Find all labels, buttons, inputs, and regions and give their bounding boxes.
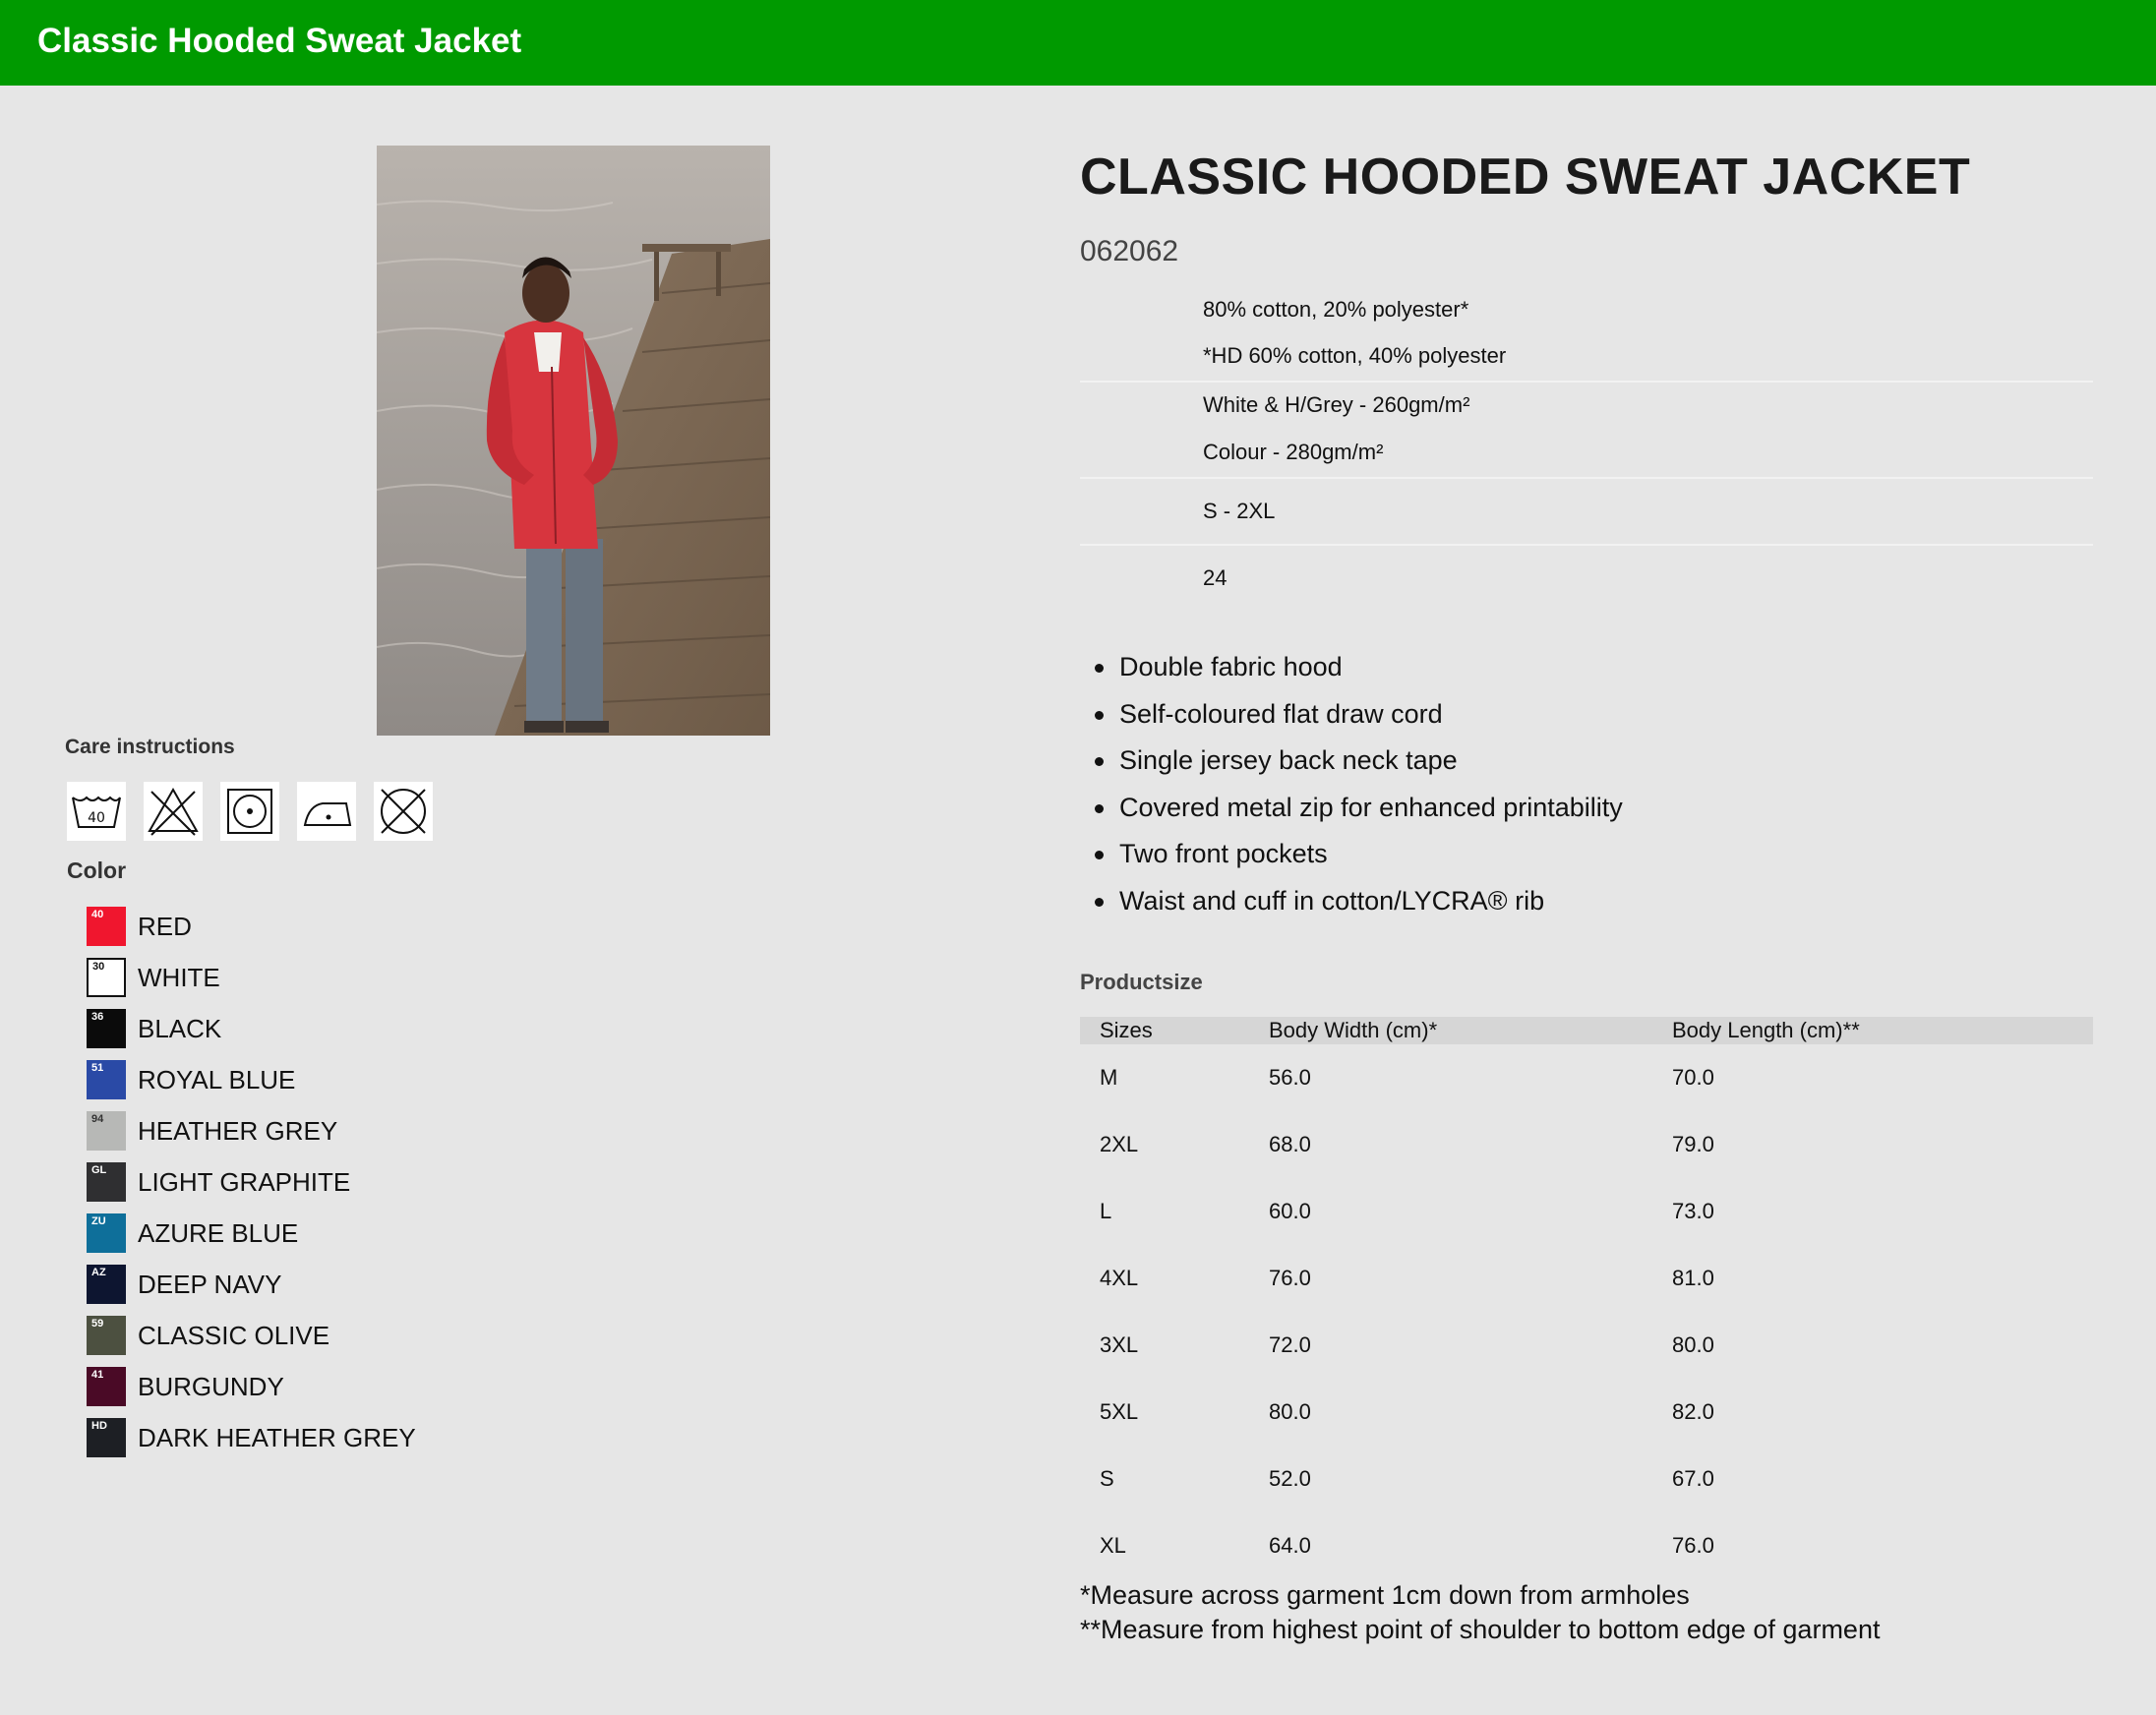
product-name: CLASSIC HOODED SWEAT JACKET: [1080, 148, 1971, 206]
product-photo: [377, 146, 770, 736]
size-cell: S: [1100, 1466, 1114, 1491]
swatch-code: 30: [92, 961, 105, 973]
width-cell: 56.0: [1269, 1065, 1311, 1090]
spec-divider: [1080, 381, 2093, 383]
spec-composition-hd: *HD 60% cotton, 40% polyester: [1203, 343, 1507, 368]
color-name: HEATHER GREY: [138, 1116, 338, 1146]
length-cell: 76.0: [1672, 1533, 1714, 1558]
color-name: CLASSIC OLIVE: [138, 1321, 330, 1350]
size-cell: 2XL: [1100, 1132, 1139, 1156]
size-cell: 5XL: [1100, 1399, 1139, 1424]
swatch-code: 94: [91, 1113, 104, 1125]
width-cell: 64.0: [1269, 1533, 1311, 1558]
spec-composition: 80% cotton, 20% polyester*: [1203, 297, 1469, 322]
width-cell: 72.0: [1269, 1332, 1311, 1357]
footnote-length: **Measure from highest point of shoulder to bottom edge of garment: [1080, 1615, 1881, 1644]
feature-item: Covered metal zip for enhanced printability: [1119, 790, 1623, 825]
width-cell: 68.0: [1269, 1132, 1311, 1156]
swatch-code: 59: [91, 1318, 104, 1330]
length-cell: 70.0: [1672, 1065, 1714, 1090]
swatch-code: AZ: [91, 1267, 106, 1278]
feature-item: Waist and cuff in cotton/LYCRA® rib: [1119, 883, 1544, 918]
product-code: 062062: [1080, 235, 1179, 267]
color-name: LIGHT GRAPHITE: [138, 1167, 351, 1197]
color-swatch[interactable]: [87, 1111, 126, 1151]
wash-40-icon: [67, 782, 126, 841]
length-cell: 82.0: [1672, 1399, 1714, 1424]
spec-divider: [1080, 544, 2093, 546]
color-swatch[interactable]: [87, 1316, 126, 1355]
color-swatch[interactable]: [87, 907, 126, 946]
product-size-label: Productsize: [1080, 970, 1203, 994]
size-cell: L: [1100, 1199, 1112, 1223]
color-swatch[interactable]: [87, 958, 126, 997]
spec-pack-qty: 24: [1203, 565, 1228, 590]
length-cell: 79.0: [1672, 1132, 1714, 1156]
color-swatch[interactable]: [87, 1162, 126, 1202]
spec-size-range: S - 2XL: [1203, 499, 1276, 523]
tumble-dry-low-icon: [220, 782, 279, 841]
color-name: BURGUNDY: [138, 1372, 284, 1401]
size-cell: 4XL: [1100, 1266, 1139, 1290]
color-swatch[interactable]: [87, 1367, 126, 1406]
color-name: BLACK: [138, 1014, 222, 1043]
size-cell: XL: [1100, 1533, 1126, 1558]
spec-weight-white: White & H/Grey - 260gm/m²: [1203, 392, 1470, 417]
feature-item: Single jersey back neck tape: [1119, 742, 1458, 778]
swatch-code: 41: [91, 1369, 104, 1381]
color-swatch[interactable]: [87, 1213, 126, 1253]
length-cell: 80.0: [1672, 1332, 1714, 1357]
feature-item: Two front pockets: [1119, 836, 1328, 871]
width-cell: 76.0: [1269, 1266, 1311, 1290]
color-name: RED: [138, 912, 192, 941]
do-not-bleach-icon: [144, 782, 203, 841]
swatch-code: ZU: [91, 1215, 106, 1227]
iron-low-icon: [297, 782, 356, 841]
length-cell: 81.0: [1672, 1266, 1714, 1290]
color-name: WHITE: [138, 963, 220, 992]
header-bar: [0, 0, 2156, 86]
size-cell: M: [1100, 1065, 1118, 1090]
color-name: DEEP NAVY: [138, 1270, 282, 1299]
swatch-code: 36: [91, 1011, 104, 1023]
color-swatch[interactable]: [87, 1060, 126, 1099]
feature-item: Self-coloured flat draw cord: [1119, 696, 1443, 732]
page-title: Classic Hooded Sweat Jacket: [37, 22, 522, 60]
column-header-body-width: Body Width (cm)*: [1269, 1018, 1438, 1042]
size-cell: 3XL: [1100, 1332, 1139, 1357]
spec-divider: [1080, 477, 2093, 479]
column-header-sizes: Sizes: [1100, 1018, 1153, 1042]
spec-weight-colour: Colour - 280gm/m²: [1203, 440, 1384, 464]
footnote-width: *Measure across garment 1cm down from armholes: [1080, 1580, 1690, 1610]
column-header-body-length: Body Length (cm)**: [1672, 1018, 1860, 1042]
color-name: AZURE BLUE: [138, 1218, 299, 1248]
color-name: DARK HEATHER GREY: [138, 1423, 416, 1452]
color-swatch[interactable]: [87, 1009, 126, 1048]
wash-temp-text: 40: [88, 810, 105, 826]
color-name: ROYAL BLUE: [138, 1065, 296, 1094]
swatch-code: GL: [91, 1164, 107, 1176]
feature-item: Double fabric hood: [1119, 649, 1343, 684]
color-swatch[interactable]: [87, 1265, 126, 1304]
swatch-code: 40: [91, 909, 104, 920]
width-cell: 80.0: [1269, 1399, 1311, 1424]
length-cell: 73.0: [1672, 1199, 1714, 1223]
width-cell: 60.0: [1269, 1199, 1311, 1223]
color-label: Color: [67, 858, 127, 883]
do-not-dry-clean-icon: [374, 782, 433, 841]
length-cell: 67.0: [1672, 1466, 1714, 1491]
swatch-code: HD: [91, 1420, 107, 1432]
size-table-header: [1080, 1017, 2093, 1044]
care-instructions-label: Care instructions: [65, 736, 235, 758]
color-swatch[interactable]: [87, 1418, 126, 1457]
width-cell: 52.0: [1269, 1466, 1311, 1491]
swatch-code: 51: [91, 1062, 104, 1074]
